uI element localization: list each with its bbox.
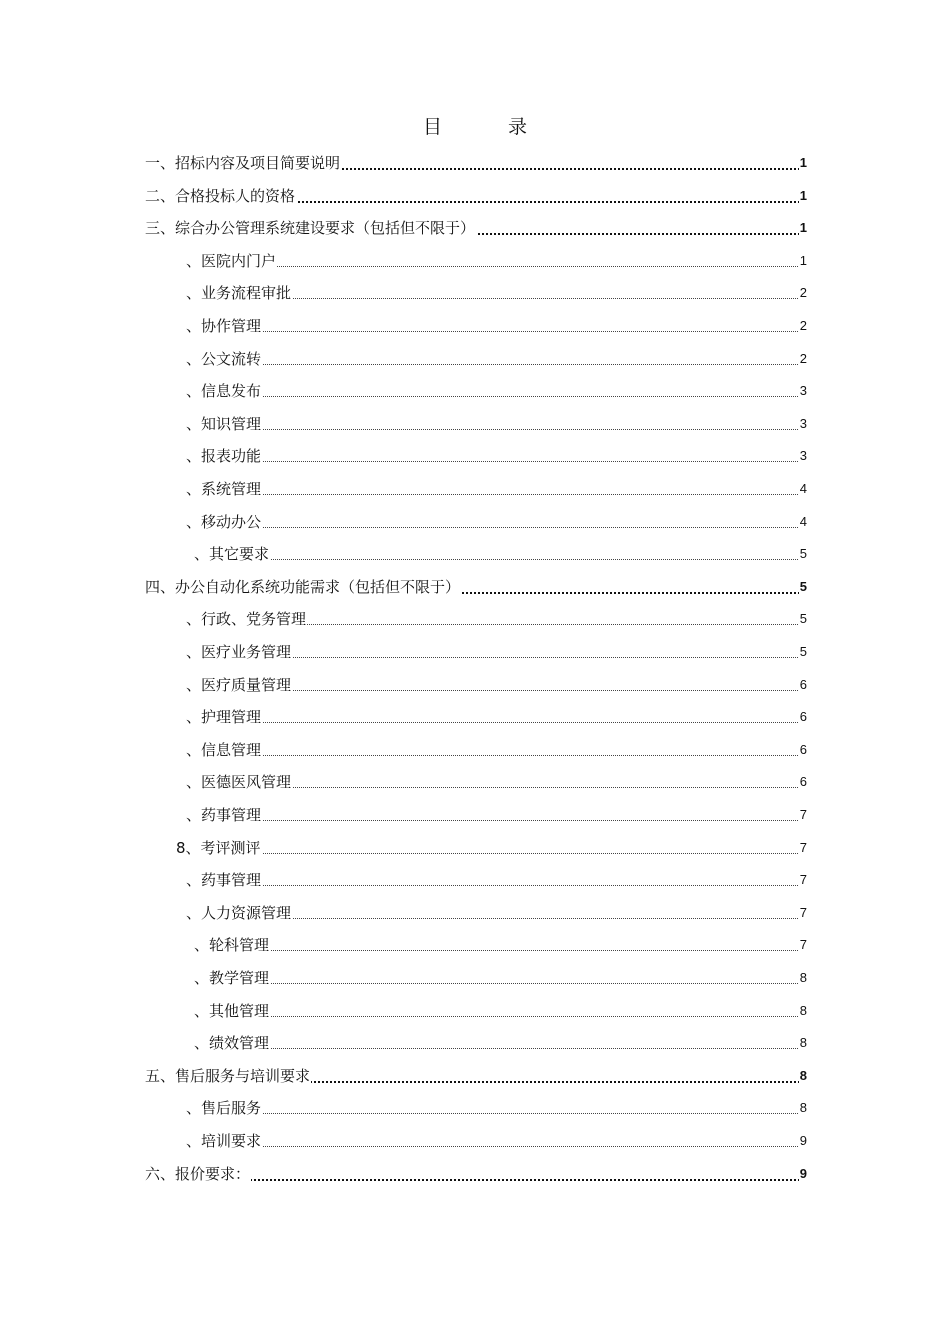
toc-dot-leader <box>194 950 804 951</box>
toc-page-number: 9 <box>799 1165 807 1181</box>
toc-page-number: 8 <box>799 970 807 985</box>
toc-entry-label: 、教学管理 <box>194 969 270 987</box>
toc-entry-label: 、药事管理 <box>186 806 262 824</box>
toc-page-number: 7 <box>799 904 807 920</box>
toc-entry[interactable] <box>0 865 950 895</box>
toc-entry[interactable] <box>0 213 950 243</box>
toc-entry-label: 、护理管理 <box>186 708 262 727</box>
toc-page-number: 4 <box>799 481 807 496</box>
toc-dot-leader <box>186 527 804 528</box>
toc-dot-leader <box>186 885 804 886</box>
toc-entry-label: 、报表功能 <box>186 447 262 466</box>
toc-page-number: 2 <box>799 318 807 333</box>
toc-entry[interactable] <box>0 767 950 797</box>
toc-page-number: 4 <box>799 513 807 529</box>
toc-entry[interactable] <box>0 1028 950 1058</box>
toc-entry[interactable] <box>0 311 950 341</box>
toc-entry[interactable] <box>0 604 950 634</box>
toc-entry[interactable] <box>0 930 950 960</box>
toc-page-number: 8 <box>799 1002 807 1018</box>
toc-page-number: 9 <box>799 1133 807 1148</box>
toc-entry[interactable] <box>0 735 950 765</box>
toc-entry-label: 四、办公自动化系统功能需求（包括但不限于） <box>145 577 461 596</box>
toc-entry-label: 、医院内门户 <box>186 251 277 270</box>
toc-entry[interactable] <box>0 833 950 863</box>
toc-entry[interactable] <box>0 670 950 700</box>
toc-entry-label: 、系统管理 <box>186 480 262 498</box>
toc-entry[interactable] <box>0 148 950 178</box>
toc-page-number: 1 <box>799 155 807 170</box>
toc-entry[interactable] <box>0 963 950 993</box>
toc-page-number: 5 <box>799 611 807 627</box>
toc-dot-leader <box>186 755 804 756</box>
toc-entry-label: 、人力资源管理 <box>186 903 292 922</box>
toc-dot-leader <box>186 429 804 430</box>
toc-dot-leader <box>176 853 804 854</box>
toc-page-number: 6 <box>799 741 807 757</box>
toc-dot-leader <box>186 364 804 365</box>
toc-page-number: 3 <box>799 415 807 431</box>
toc-page-number: 5 <box>799 546 807 562</box>
toc-entry-label: 二、合格投标人的资格 <box>145 186 296 205</box>
toc-entry-label: 、公文流转 <box>186 349 262 368</box>
toc-page-number: 8 <box>799 1035 807 1051</box>
toc-entry[interactable] <box>0 1159 950 1189</box>
toc-entry[interactable] <box>0 637 950 667</box>
toc-entry-label: 、移动办公 <box>186 512 262 531</box>
toc-dot-leader <box>194 559 804 560</box>
toc-dot-leader <box>186 461 804 462</box>
toc-entry[interactable] <box>0 507 950 537</box>
toc-page-number: 2 <box>799 350 807 366</box>
toc-entry-label: 、行政、党务管理 <box>186 610 307 629</box>
toc-entry-label: 、协作管理 <box>186 317 262 335</box>
toc-entry[interactable] <box>0 539 950 569</box>
toc-entry-label: 、知识管理 <box>186 414 262 433</box>
toc-page-number: 7 <box>799 937 807 953</box>
toc-entry[interactable] <box>0 474 950 504</box>
toc-page-number: 2 <box>799 285 807 301</box>
toc-page-number: 5 <box>799 644 807 659</box>
toc-entry-label: 、业务流程审批 <box>186 284 292 303</box>
toc-entry[interactable] <box>0 409 950 439</box>
toc-title: 目 录 <box>422 116 558 138</box>
toc-entry-label: 一、招标内容及项目简要说明 <box>145 154 341 172</box>
toc-entry-label: 、医疗业务管理 <box>186 643 292 661</box>
toc-page-number: 7 <box>799 807 807 822</box>
toc-entry-label: 、其它要求 <box>194 545 270 564</box>
toc-entry-label: 、培训要求 <box>186 1132 262 1150</box>
toc-page-number: 6 <box>799 774 807 790</box>
toc-entry[interactable] <box>0 898 950 928</box>
toc-page-number: 8 <box>799 1100 807 1116</box>
toc-entry-label: 六、报价要求： <box>145 1164 251 1183</box>
toc-entry-label: 、售后服务 <box>186 1099 262 1118</box>
toc-entry[interactable] <box>0 800 950 830</box>
toc-entry[interactable] <box>0 344 950 374</box>
toc-dot-leader <box>186 820 804 821</box>
toc-entry[interactable] <box>0 702 950 732</box>
toc-page-number: 8 <box>799 1067 807 1083</box>
toc-entry[interactable] <box>0 1061 950 1091</box>
toc-entry-label: 、其他管理 <box>194 1001 270 1020</box>
toc-page-number: 3 <box>799 383 807 399</box>
toc-page-number: 6 <box>799 676 807 692</box>
toc-entry-label: 、医疗质量管理 <box>186 675 292 694</box>
toc-entry[interactable] <box>0 278 950 308</box>
toc-dot-leader <box>194 1048 804 1049</box>
toc-entry[interactable] <box>0 1126 950 1156</box>
toc-page-number: 7 <box>799 839 807 855</box>
toc-entry-label: 、药事管理 <box>186 871 262 890</box>
toc-entry[interactable] <box>0 181 950 211</box>
toc-page-number: 5 <box>799 578 807 594</box>
toc-entry-label: 、医德医风管理 <box>186 773 292 792</box>
toc-dot-leader <box>186 722 804 723</box>
toc-entry-label: 三、综合办公管理系统建设要求（包括但不限于） <box>145 219 476 238</box>
toc-page-number: 1 <box>799 187 807 203</box>
toc-entry-label: 五、售后服务与培训要求 <box>145 1066 311 1085</box>
toc-dot-leader <box>194 983 804 984</box>
toc-dot-leader <box>186 396 804 397</box>
toc-dot-leader <box>186 1146 804 1147</box>
toc-page-number: 3 <box>799 448 807 464</box>
toc-entry[interactable] <box>0 376 950 406</box>
toc-entry[interactable] <box>0 1093 950 1123</box>
toc-entry-label: 、信息管理 <box>186 740 262 759</box>
toc-entry[interactable] <box>0 572 950 602</box>
toc-entry[interactable] <box>0 996 950 1026</box>
toc-entry-label: 、信息发布 <box>186 382 262 401</box>
toc-page-number: 1 <box>799 252 807 268</box>
toc-dot-leader <box>186 1113 804 1114</box>
toc-page-number: 6 <box>799 709 807 725</box>
toc-dot-leader <box>186 494 804 495</box>
toc-entry-label: 8、考评测评 <box>176 838 261 857</box>
toc-dot-leader <box>186 331 804 332</box>
toc-dot-leader <box>186 266 804 267</box>
toc-entry-label: 、绩效管理 <box>194 1034 270 1053</box>
toc-entry-label: 、轮科管理 <box>194 936 270 955</box>
toc-entry[interactable] <box>0 246 950 276</box>
toc-page-number: 1 <box>799 220 807 236</box>
toc-page-number: 7 <box>799 872 807 888</box>
toc-dot-leader <box>194 1016 804 1017</box>
toc-entry[interactable] <box>0 441 950 471</box>
